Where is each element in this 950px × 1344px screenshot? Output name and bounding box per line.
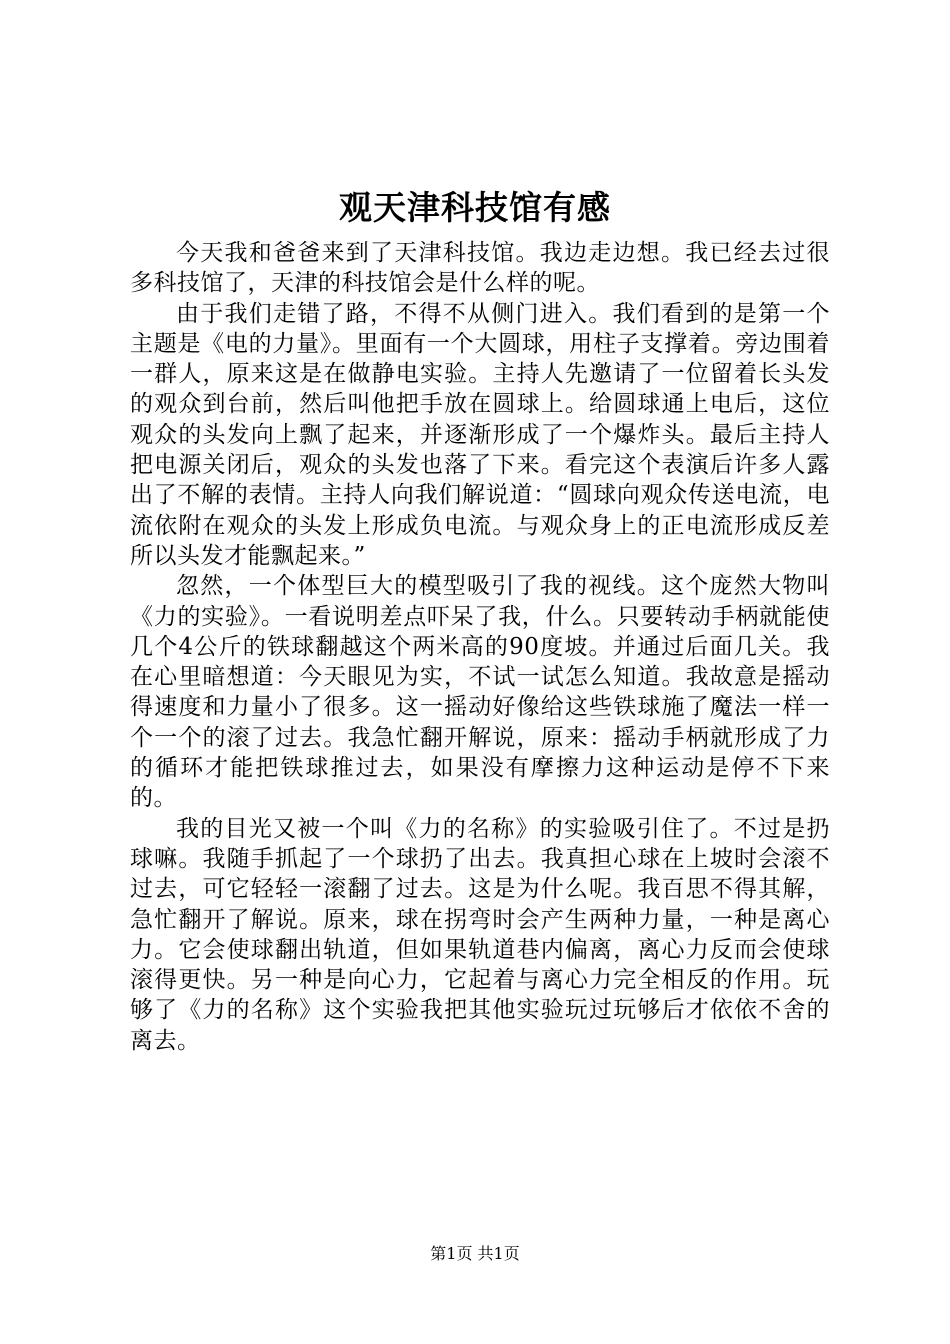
paragraph-2: 由于我们走错了路，不得不从侧门进入。我们看到的是第一个主题是《电的力量》。里面有一个大圆球，用柱子支撑着。旁边围着一群人，原来这是在做静电实验。主持人先邀请了一位留着长头发的观众到台前，然后叫他把手放在圆球上。给圆球通上电后，这位观众的头发向上飘了起来，并逐渐形成了一个爆炸头。最后主持人把电源关闭后，观众的头发也落了下来。看完这个表演后许多人露出了不解的表情。主持人向我们解说道：“圆球向观众传送电流，电流依附在观众的头发上形成负电流。与观众身上的正电流形成反差所以头发才能飘起来。”	[130, 300, 830, 569]
page-footer: 第1页 共1页	[430, 1244, 520, 1263]
document-body	[130, 238, 830, 1056]
paragraph-1: 今天我和爸爸来到了天津科技馆。我边走边想。我已经去过很多科技馆了，天津的科技馆会是什么样的呢。	[130, 240, 830, 297]
paragraph-4: 我的目光又被一个叫《力的名称》的实验吸引住了。不过是扔球嘛。我随手抓起了一个球扔了出去。我真担心球在上坡时会滚不过去，可它轻轻一滚翻了过去。这是为什么呢。我百思不得其解，急忙翻开了解说。原来，球在拐弯时会产生两种力量，一种是离心力。它会使球翻出轨道，但如果轨道巷内偏离，离心力反而会使球滚得更快。另一种是向心力，它起着与离心力完全相反的作用。玩够了《力的名称》这个实验我把其他实验玩过玩够后才依依不舍的离去。	[130, 815, 830, 1054]
document-title: 观天津科技馆有感	[339, 188, 611, 227]
paragraph-3: 忽然，一个体型巨大的模型吸引了我的视线。这个庞然大物叫《力的实验》。一看说明差点吓呆了我，什么。只要转动手柄就能使几个4公斤的铁球翻越这个两米高的90度坡。并通过后面几关。我在心里暗想道：今天眼见为实，不试一试怎么知道。我故意是摇动得速度和力量小了很多。这一摇动好像给这些铁球施了魔法一样一个一个的滚了过去。我急忙翻开解说，原来：摇动手柄就形成了力的循环才能把铁球推过去，如果没有摩擦力这种运动是停不下来的。	[130, 573, 830, 812]
